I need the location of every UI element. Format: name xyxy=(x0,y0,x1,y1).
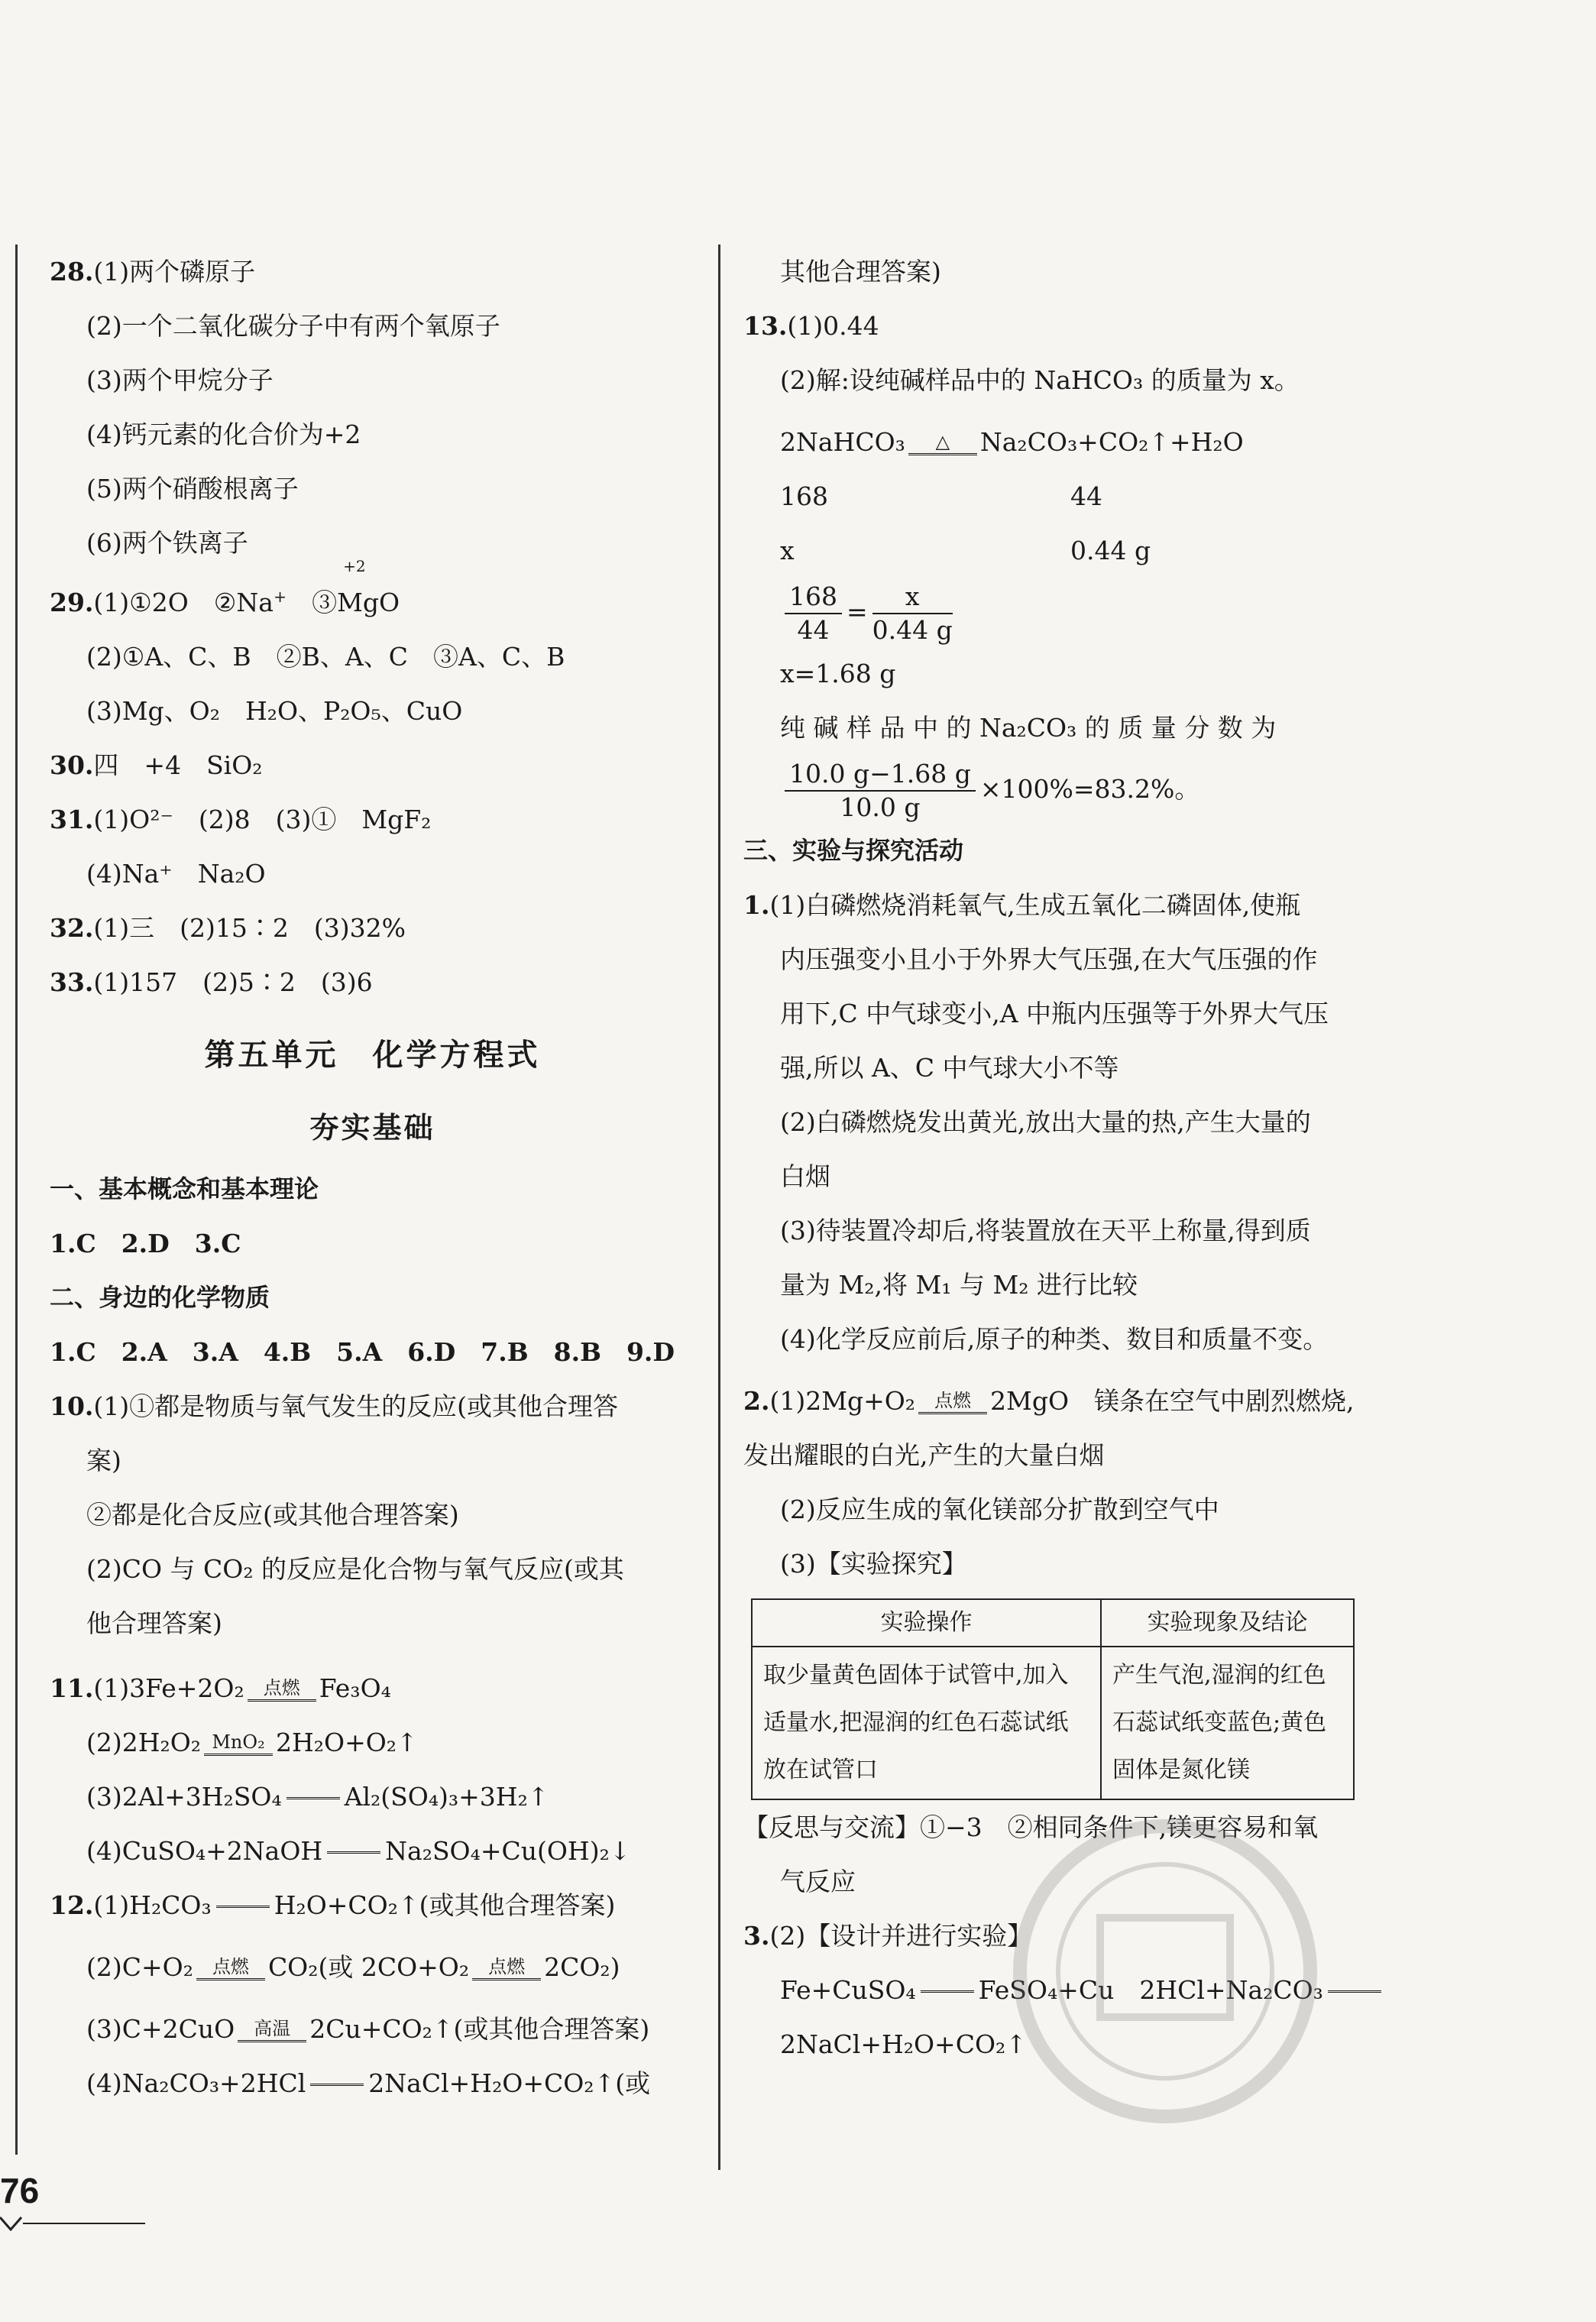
fraction-mass: $\frac{10.0 g-1.68 g}{10.0 g}$ xyxy=(785,758,976,824)
q29-line3: (3)Mg、O₂ H₂O、P₂O₅、CuO xyxy=(86,696,463,726)
q28-line1: (1)两个磷原子 xyxy=(93,257,256,287)
equals-sign xyxy=(287,1797,340,1801)
q13-eq-a: 2NaHCO₃ xyxy=(780,427,905,457)
e1-number: 1. xyxy=(743,890,770,920)
e2-l1a: (1)2Mg+O₂ xyxy=(769,1386,916,1416)
q28-number: 28. xyxy=(50,257,94,287)
q28-line4: (4)钙元素的化合价为+2 xyxy=(86,419,361,449)
q29-mgo: MgO xyxy=(337,588,400,617)
e3-line1: (2)【设计并进行实验】 xyxy=(769,1921,1033,1951)
e1-line9: (4)化学反应前后,原子的种类、数目和质量不变。 xyxy=(780,1324,1329,1354)
equals-sign xyxy=(216,1906,270,1909)
q11-l4b: Na₂SO₄+Cu(OH)₂↓ xyxy=(385,1836,631,1866)
watermark-stamp-icon xyxy=(986,1818,1345,2124)
q10-line1: (1)①都是物质与氧气发生的反应(或其他合理答 xyxy=(93,1391,619,1421)
q12-l2c: 2CO₂) xyxy=(544,1952,620,1982)
q32-text: (1)三 (2)15∶2 (3)32% xyxy=(93,913,406,943)
q11-l2a: (2)2H₂O₂ xyxy=(86,1728,202,1757)
q11-l3b: Al₂(SO₄)₃+3H₂↑ xyxy=(344,1782,549,1812)
q31-number: 31. xyxy=(50,805,94,834)
e1-line7: (3)待装置冷却后,将装置放在天平上称量,得到质 xyxy=(780,1216,1311,1245)
q11-l1b: Fe₃O₄ xyxy=(319,1673,391,1703)
equals-sign xyxy=(327,1851,380,1855)
q32-number: 32. xyxy=(50,913,94,943)
reaction-condition: 点燃 xyxy=(918,1391,987,1416)
q29-line2: (2)①A、C、B ②B、A、C ③A、C、B xyxy=(86,642,565,672)
q10-line3: ②都是化合反应(或其他合理答案) xyxy=(86,1500,459,1530)
q13-result: x=1.68 g xyxy=(780,659,896,688)
q12-l2b: CO₂(或 2CO+O₂ xyxy=(267,1952,470,1982)
e2-l1b: 2MgO 镁条在空气中剧烈燃烧, xyxy=(990,1386,1355,1416)
reaction-condition: 高温 xyxy=(238,2019,306,2044)
e2-line4: (3)【实验探究】 xyxy=(780,1549,967,1579)
q29-valence: +2 xyxy=(343,557,366,575)
e2-number: 2. xyxy=(743,1386,770,1416)
e1-line5: (2)白磷燃烧发出黄光,放出大量的热,产生大量的 xyxy=(780,1107,1311,1137)
experiment-table xyxy=(751,1598,1355,1800)
q11-l1a: (1)3Fe+2O₂ xyxy=(93,1673,244,1703)
reaction-condition: △ xyxy=(908,432,977,457)
q13-percent: ×100%=83.2%。 xyxy=(979,774,1200,804)
subhead-1: 一、基本概念和基本理论 xyxy=(50,1174,319,1203)
q12-l1b: H₂O+CO₂↑(或其他合理答案) xyxy=(274,1890,616,1920)
table-cell-result: 产生气泡,湿润的红色石蕊试纸变蓝色;黄色固体是氮化镁 xyxy=(1101,1647,1354,1799)
e1-line1: (1)白磷燃烧消耗氧气,生成五氧化二磷固体,使瓶 xyxy=(769,890,1301,920)
q10-line2: 案) xyxy=(86,1446,121,1475)
q13-number: 13. xyxy=(743,311,788,341)
continued-text: 其他合理答案) xyxy=(780,257,941,287)
e2-line2: 发出耀眼的白光,产生的大量白烟 xyxy=(743,1440,1105,1470)
e1-line4: 强,所以 A、C 中气球大小不等 xyxy=(780,1053,1119,1083)
q13-line1: (1)0.44 xyxy=(787,311,879,341)
e2-line5: 【反思与交流】①−3 ②相同条件下,镁更容易和氧 xyxy=(743,1812,1319,1842)
q11-number: 11. xyxy=(50,1673,94,1703)
q29-charge: + xyxy=(273,588,287,606)
fraction-x-044: $\frac{x}{0.44 g}$ xyxy=(872,581,953,645)
q10-number: 10. xyxy=(50,1391,94,1421)
q13-ratio-1a: 168 xyxy=(780,481,828,511)
q12-l4b: 2NaCl+H₂O+CO₂↑(或 xyxy=(368,2068,651,2098)
q12-l3a: (3)C+2CuO xyxy=(86,2014,235,2044)
fraction-168-44: $\frac{168}{44}$ xyxy=(785,581,842,646)
q13-ratio-2a: x xyxy=(780,536,795,565)
q29-line1a: (1)①2O ②Na xyxy=(93,588,274,617)
equals-text: = xyxy=(847,597,868,627)
q28-line3: (3)两个甲烷分子 xyxy=(86,365,274,395)
q13-ratio-2b: 0.44 g xyxy=(1070,536,1151,565)
q33-text: (1)157 (2)5∶2 (3)6 xyxy=(93,967,373,997)
e3-l2b: FeSO₄+Cu 2HCl+Na₂CO₃ xyxy=(978,1975,1323,2005)
reaction-condition: 点燃 xyxy=(196,1957,265,1982)
e3-number: 3. xyxy=(743,1921,770,1951)
subhead-2-answers: 1.C 2.A 3.A 4.B 5.A 6.D 7.B 8.B 9.D xyxy=(50,1337,675,1367)
q29-number: 29. xyxy=(50,588,94,617)
reaction-condition: 点燃 xyxy=(248,1678,316,1703)
unit-title: 第五单元 化学方程式 xyxy=(204,1037,541,1073)
q29-line1c: ③ xyxy=(287,588,338,617)
q11-l2b: 2H₂O+O₂↑ xyxy=(276,1728,418,1757)
q12-l3b: 2Cu+CO₂↑(或其他合理答案) xyxy=(309,2014,650,2044)
e1-line8: 量为 M₂,将 M₁ 与 M₂ 进行比较 xyxy=(780,1270,1138,1300)
q12-number: 12. xyxy=(50,1890,94,1920)
e3-l2a: Fe+CuSO₄ xyxy=(780,1975,916,2005)
q28-line6: (6)两个铁离子 xyxy=(86,528,248,558)
e2-line3: (2)反应生成的氧化镁部分扩散到空气中 xyxy=(780,1495,1219,1524)
table-cell-operation: 取少量黄色固体于试管中,加入适量水,把湿润的红色石蕊试纸放在试管口 xyxy=(752,1647,1101,1799)
q30-number: 30. xyxy=(50,750,94,780)
e3-line3: 2NaCl+H₂O+CO₂↑ xyxy=(780,2029,1027,2059)
q33-number: 33. xyxy=(50,967,94,997)
table-header-result: 实验现象及结论 xyxy=(1101,1599,1354,1647)
subhead-3: 三、实验与探究活动 xyxy=(743,836,964,865)
reaction-condition: MnO₂ xyxy=(204,1732,273,1757)
equals-sign xyxy=(310,2084,364,2087)
subhead-1-answers: 1.C 2.D 3.C xyxy=(50,1229,241,1258)
table-header-operation: 实验操作 xyxy=(752,1599,1101,1647)
q31-line1: (1)O²⁻ (2)8 (3)① MgF₂ xyxy=(93,805,432,834)
equals-sign xyxy=(921,1990,974,1994)
q11-l3a: (3)2Al+3H₂SO₄ xyxy=(86,1782,282,1812)
q12-l4a: (4)Na₂CO₃+2HCl xyxy=(86,2068,306,2098)
q13-mass-fraction: 纯 碱 样 品 中 的 Na₂CO₃ 的 质 量 分 数 为 xyxy=(780,713,1277,743)
e1-line2: 内压强变小且小于外界大气压强,在大气压强的作 xyxy=(780,944,1318,974)
subhead-2: 二、身边的化学物质 xyxy=(50,1283,270,1312)
q30-text: 四 +4 SiO₂ xyxy=(93,750,263,780)
q12-l1a: (1)H₂CO₃ xyxy=(93,1890,212,1920)
q28-line5: (5)两个硝酸根离子 xyxy=(86,474,299,504)
q13-line2: (2)解:设纯碱样品中的 NaHCO₃ 的质量为 x。 xyxy=(780,365,1300,395)
q13-ratio-1b: 44 xyxy=(1070,481,1102,511)
q13-eq-b: Na₂CO₃+CO₂↑+H₂O xyxy=(979,427,1244,457)
q31-line2: (4)Na⁺ Na₂O xyxy=(86,859,266,889)
page-number: 76 xyxy=(0,2171,40,2210)
q10-line5: 他合理答案) xyxy=(86,1608,222,1638)
e1-line6: 白烟 xyxy=(780,1161,830,1191)
q28-line2: (2)一个二氧化碳分子中有两个氧原子 xyxy=(86,311,500,341)
q10-line4: (2)CO 与 CO₂ 的反应是化合物与氧气反应(或其 xyxy=(86,1554,624,1584)
section-title: 夯实基础 xyxy=(309,1110,435,1145)
page-decoration-icon xyxy=(0,2216,145,2231)
e1-line3: 用下,C 中气球变小,A 中瓶内压强等于外界大气压 xyxy=(780,999,1329,1028)
left-column xyxy=(15,245,695,2155)
q12-l2a: (2)C+O₂ xyxy=(86,1952,193,1982)
e2-line6: 气反应 xyxy=(780,1867,856,1896)
q11-l4a: (4)CuSO₄+2NaOH xyxy=(86,1836,323,1866)
reaction-condition: 点燃 xyxy=(472,1957,541,1982)
